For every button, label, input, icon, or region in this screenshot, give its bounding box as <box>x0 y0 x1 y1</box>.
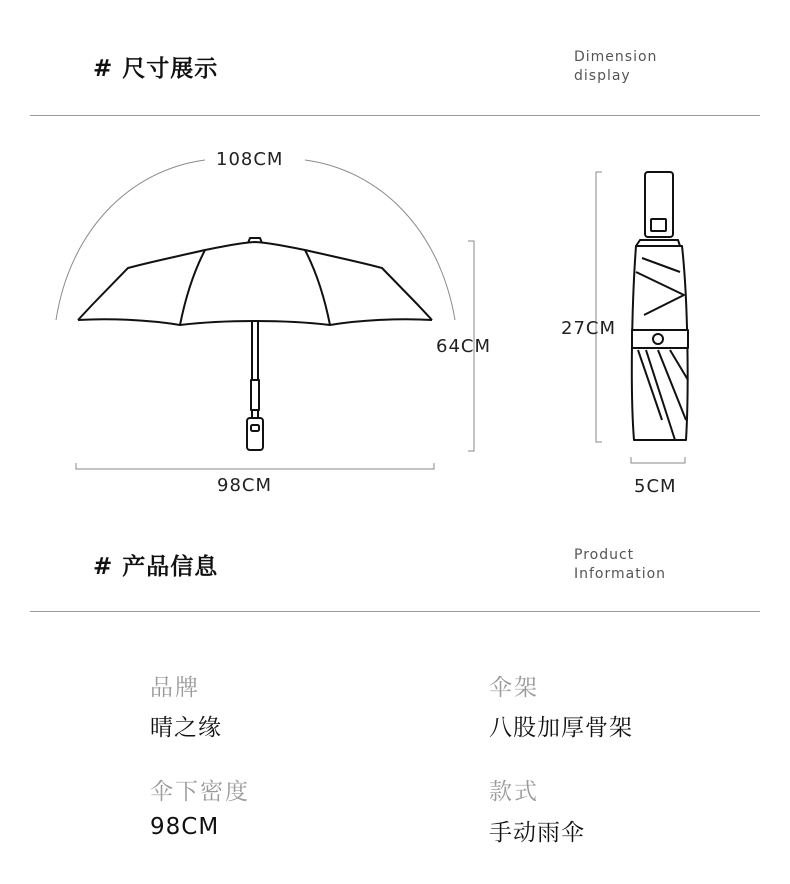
open-umbrella-illustration <box>78 238 432 450</box>
canopy-arc-line <box>305 160 455 320</box>
folded-width-label: 5CM <box>634 476 677 497</box>
style-label: 款式 <box>489 779 539 805</box>
density-label: 伞下密度 <box>150 779 250 805</box>
product-divider <box>30 611 760 612</box>
density-value: 98CM <box>150 814 220 840</box>
folded-length-label: 27CM <box>561 318 617 339</box>
brand-value: 晴之缘 <box>150 715 222 741</box>
canopy-arc-line <box>56 160 205 320</box>
width-dimension-bracket <box>76 463 434 469</box>
open-arc-label: 108CM <box>216 149 284 170</box>
brand-label: 品牌 <box>150 675 200 701</box>
product-section-subtitle: Product Information <box>574 547 667 582</box>
frame-value: 八股加厚骨架 <box>489 715 633 741</box>
folded-width-bracket <box>631 457 685 463</box>
product-section-title: # 产品信息 <box>93 554 219 580</box>
frame-label: 伞架 <box>489 675 539 701</box>
style-value: 手动雨伞 <box>489 820 585 846</box>
dimension-section-title: # 尺寸展示 <box>93 56 219 82</box>
folded-umbrella-illustration <box>632 172 688 440</box>
dimension-section-subtitle: Dimension display <box>574 49 658 84</box>
folded-length-bracket <box>596 172 602 442</box>
open-height-label: 64CM <box>436 336 492 357</box>
open-width-label: 98CM <box>217 475 273 496</box>
